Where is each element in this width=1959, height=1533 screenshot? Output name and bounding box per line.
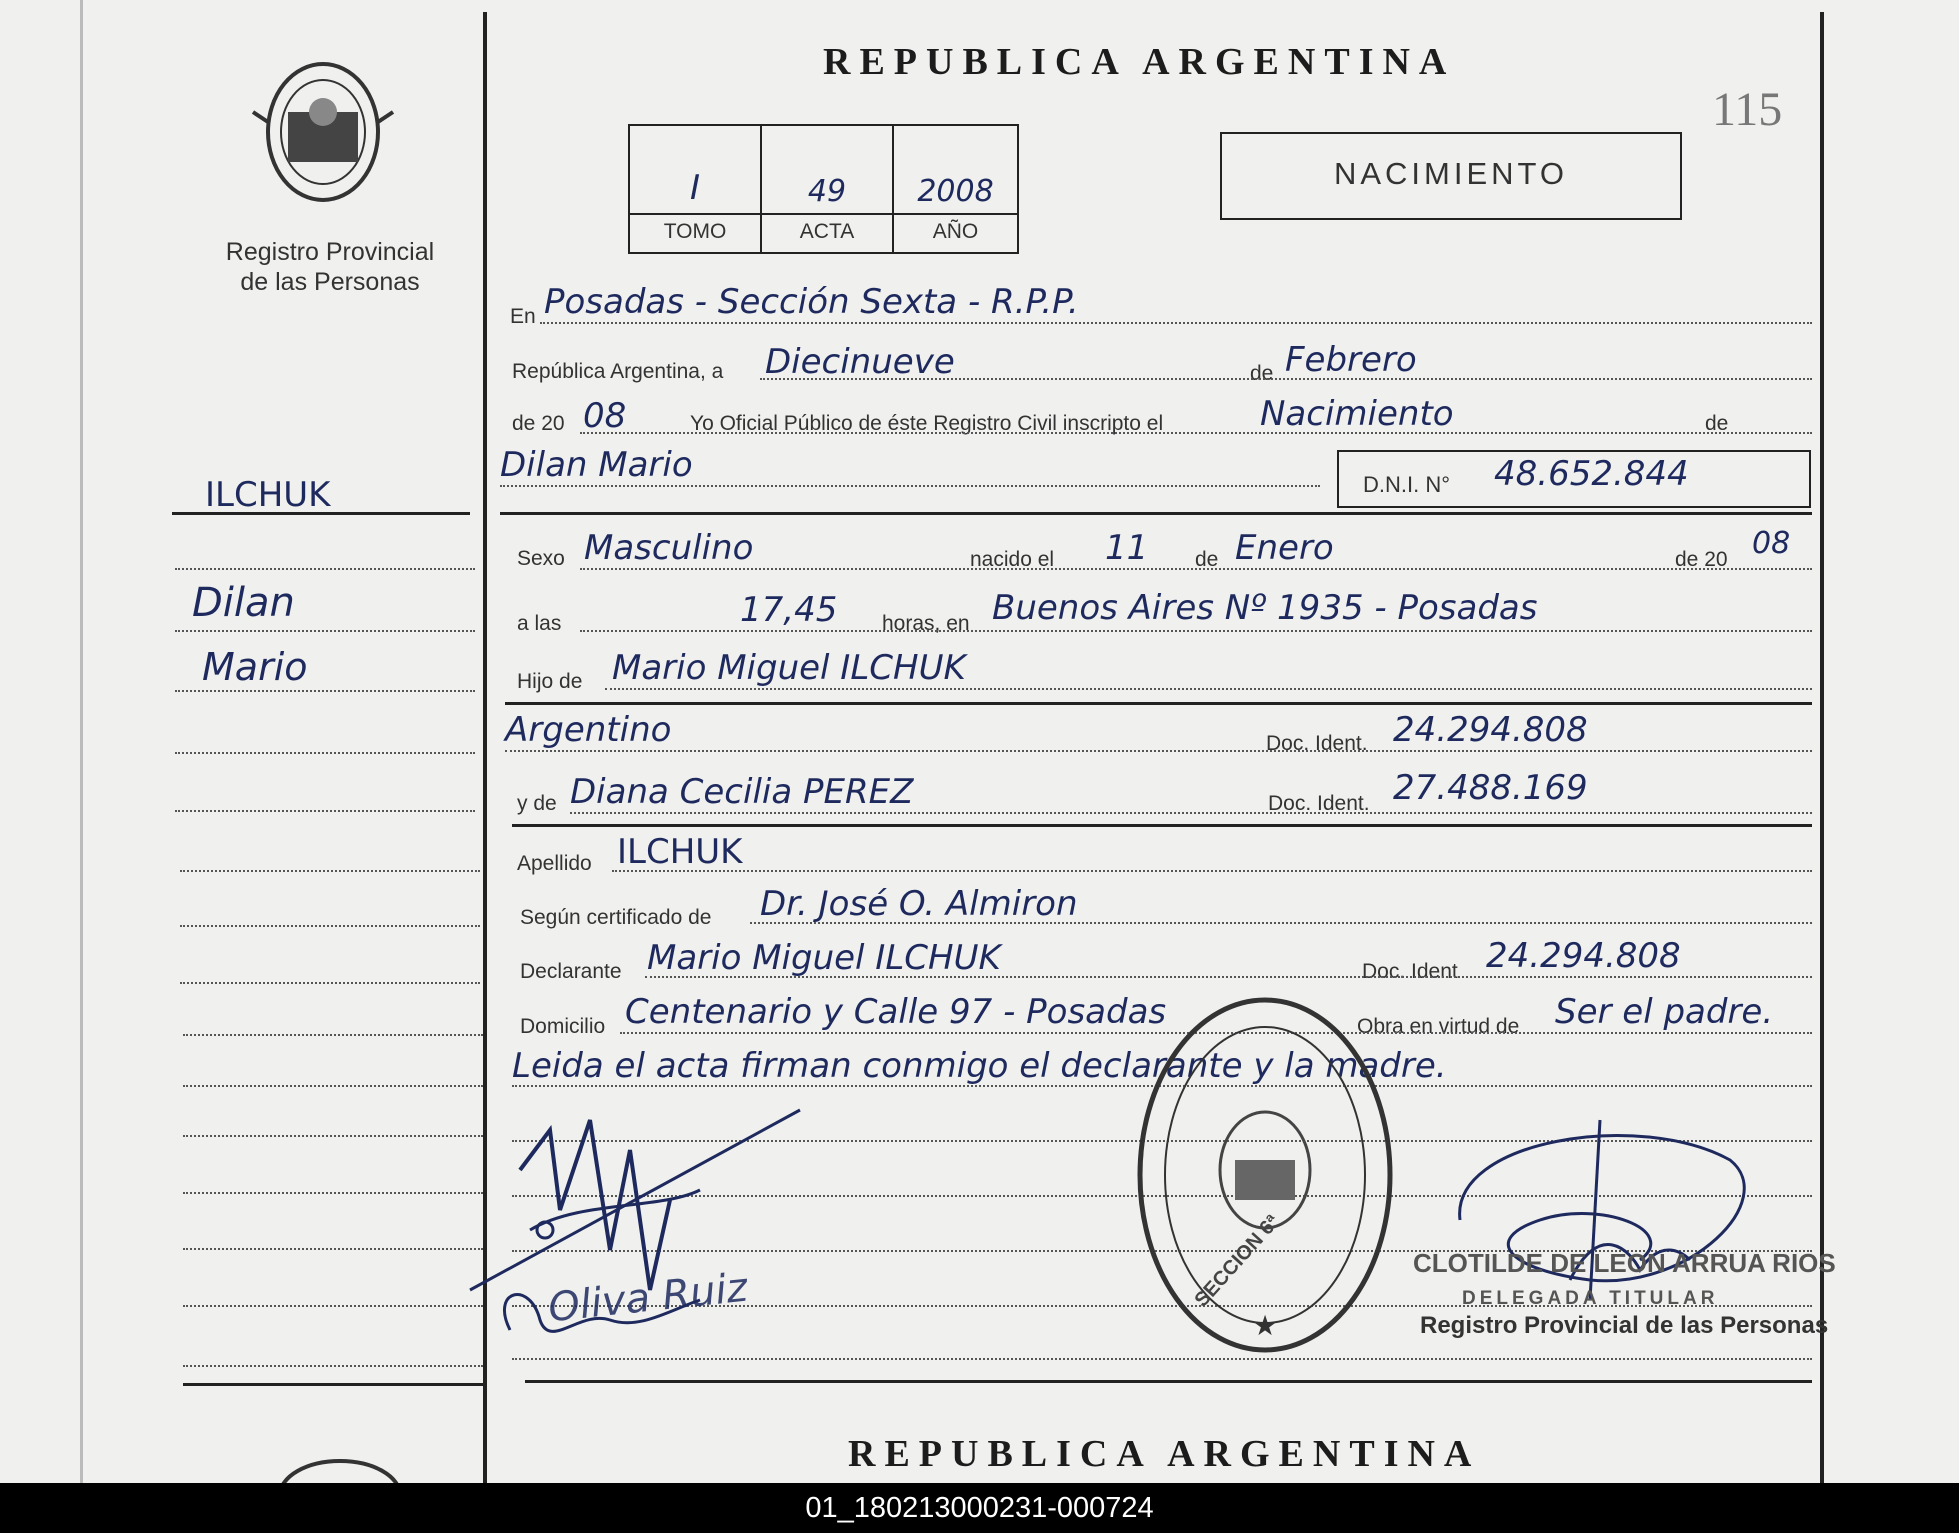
margin-line-13 [183,1248,483,1250]
province-emblem-icon [248,52,398,212]
birth-day-value: 11 [1105,528,1149,568]
official-seal-icon [1130,990,1400,1360]
republica-label: República Argentina, a [512,360,724,383]
margin-line-1 [175,568,475,570]
margin-surname: ILCHUK [205,475,331,515]
row8-line [505,750,1812,752]
row3-line [580,432,1812,434]
margin-line-6 [180,870,480,872]
row6-line [580,630,1812,632]
child-name-value: Dilan Mario [500,445,693,485]
row4-solid-line [500,512,1812,515]
acta-label: ACTA [799,220,855,243]
obra-value: Ser el padre. [1555,992,1774,1032]
row9-solid-line [512,824,1812,827]
file-id-bar [0,1483,1959,1533]
record-number-box [628,124,1019,254]
birth-month-value: Enero [1235,528,1334,568]
closing-value: Leida el acta firman conmigo el declarante y la madre. [512,1046,1447,1086]
official-name: CLOTILDE DE LEON ARRUA RIOS [1413,1248,1836,1278]
row1-line [540,322,1812,324]
horas-label: horas, en [882,612,970,635]
row7-solid-line [505,702,1812,705]
declarante-label: Declarante [520,960,622,983]
birth-place-value: Buenos Aires Nº 1935 - Posadas [992,588,1538,628]
margin-line-12 [183,1192,483,1194]
margin-line-9 [183,1034,483,1036]
segun-label: Según certificado de [520,906,712,929]
inscribed-value: Nacimiento [1260,394,1454,434]
birth-year-suffix-value: 08 [1752,526,1791,561]
father-nationality-value: Argentino [505,710,672,750]
dni-label: D.N.I. N° [1363,472,1451,497]
doc-ident-label: Doc. Ident. [1266,732,1368,755]
apellido-label: Apellido [517,852,592,875]
hijo-label: Hijo de [517,670,583,693]
bottom-country-title: REPUBLICA ARGENTINA [848,1433,1481,1475]
margin-line-14 [183,1305,483,1307]
document-type: NACIMIENTO [1333,156,1569,191]
row12-line [645,976,1812,978]
margin-line-2 [175,630,475,632]
row11-line [750,922,1812,924]
margin-bottom-line [183,1383,485,1386]
en-label: En [510,305,536,328]
document-type-box [1220,132,1682,220]
place-value: Posadas - Sección Sexta - R.P.P. [544,282,1079,322]
margin-surname-line [172,512,470,515]
time-value: 17,45 [740,590,838,630]
father-doc-value: 24.294.808 [1393,710,1588,750]
oficial-text: Yo Oficial Público de éste Registro Civil inscripto el [690,412,1164,435]
official-role: DELEGADA TITULAR [1462,1288,1719,1309]
obra-label: Obra en virtud de [1357,1015,1520,1038]
sexo-value: Masculino [584,528,754,568]
mother-value: Diana Cecilia PEREZ [570,772,914,812]
doc-ident-label3: Doc. Ident [1362,960,1458,983]
country-title: REPUBLICA ARGENTINA [823,41,1456,83]
margin-name1: Dilan [192,580,295,626]
alas-label: a las [517,612,562,635]
day-words-value: Diecinueve [765,342,955,382]
ano-value: 2008 [917,174,994,209]
declarante-doc-value: 24.294.808 [1486,936,1681,976]
margin-line-11 [183,1135,483,1137]
sexo-label: Sexo [517,547,565,570]
tomo-value: I [689,168,701,208]
ano-label: AÑO [932,220,979,243]
page-number: 115 [1712,83,1783,136]
registry-name-line1: Registro Provincial [225,238,435,266]
signature-mother: Oliva Ruiz [546,1264,750,1332]
doc-ident-label2: Doc. Ident. [1268,792,1370,815]
bottom-emblem-icon [275,1455,405,1483]
declarante-value: Mario Miguel ILCHUK [647,938,1001,978]
month-value: Febrero [1285,340,1417,380]
domicilio-value: Centenario y Calle 97 - Posadas [625,992,1167,1032]
acta-value: 49 [807,174,847,209]
file-id: 01_180213000231-000724 [805,1492,1154,1524]
margin-line-10 [183,1085,483,1087]
dni-box [1337,450,1811,508]
de-label3: de [1195,548,1219,571]
margin-line-3 [175,690,475,692]
row9-line [570,812,1812,814]
row2-line [760,378,1812,380]
margin-line-4 [175,752,475,754]
domicilio-label: Domicilio [520,1015,606,1038]
official-office: Registro Provincial de las Personas [1420,1312,1829,1339]
form-bottom-line [525,1380,1812,1383]
margin-line-5 [175,810,475,812]
de20-label: de 20 [512,412,565,435]
row7-line [605,688,1812,690]
row10-line [612,870,1812,872]
apellido-value: ILCHUK [617,832,743,872]
de20-label2: de 20 [1675,548,1728,571]
dni-value: 48.652.844 [1494,454,1689,494]
left-page-edge [80,0,83,1483]
mother-doc-value: 27.488.169 [1393,768,1588,808]
father-value: Mario Miguel ILCHUK [612,648,966,688]
nacido-label: nacido el [970,548,1055,571]
yde-label: y de [517,792,557,815]
signature-declarante-icon [460,1090,820,1370]
de-label: de [1250,362,1274,385]
margin-line-7 [180,925,480,927]
year-suffix-value: 08 [583,396,627,436]
margin-line-15 [183,1365,483,1367]
svg-text:★: ★ [1252,1310,1278,1341]
registry-name-line2: de las Personas [240,268,420,296]
margin-name2: Mario [202,645,308,689]
margin-line-8 [180,982,480,984]
row5-line [580,568,1812,570]
tomo-label: TOMO [663,220,727,243]
stamp-section: SECCION 6ª [1190,1210,1284,1312]
de-label2: de [1705,412,1729,435]
row4-line [500,485,1320,487]
certificate-value: Dr. José O. Almiron [760,884,1078,924]
